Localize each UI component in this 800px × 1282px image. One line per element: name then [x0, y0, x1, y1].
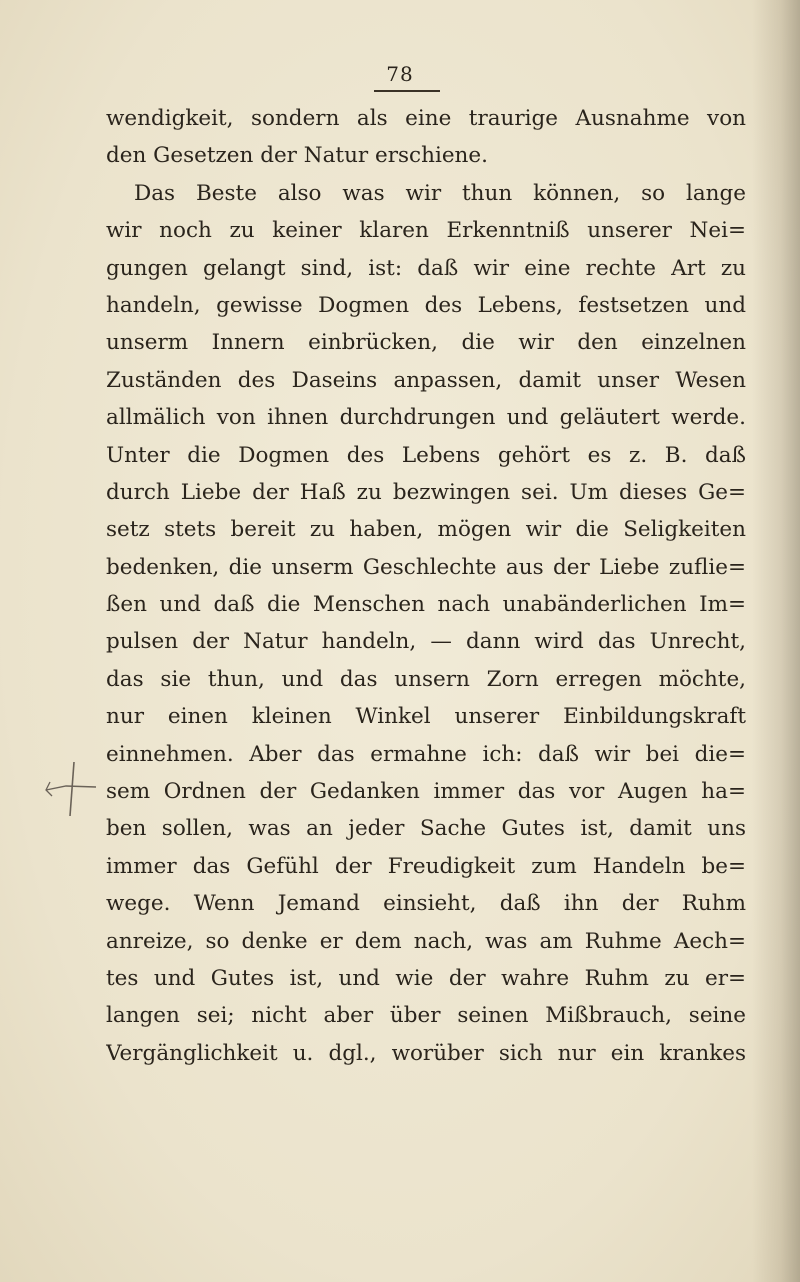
text-line: anreize, so denke er dem nach, was am Ruhme Aech=	[106, 928, 746, 954]
text-line: Unter die Dogmen des Lebens gehört es z. B. daß	[106, 442, 746, 468]
text-line: gungen gelangt sind, ist: daß wir eine rechte Art zu	[106, 255, 746, 281]
margin-pencil-mark	[44, 756, 100, 826]
text-line: setz stets bereit zu haben, mögen wir die Seligkeiten	[106, 517, 746, 543]
text-line: tes und Gutes ist, und wie der wahre Ruhm zu er=	[106, 965, 746, 991]
text-line: nur einen kleinen Winkel unserer Einbildungskraft	[106, 704, 746, 730]
text-line: handeln, gewisse Dogmen des Lebens, festsetzen und	[106, 292, 746, 318]
body-text	[106, 100, 746, 1072]
page-number: 78	[386, 62, 414, 86]
text-line: bedenken, die unserm Geschlechte aus der Liebe zuflie=	[106, 554, 746, 580]
text-line: das sie thun, und das unsern Zorn erregen möchte,	[106, 666, 746, 692]
text-line: sem Ordnen der Gedanken immer das vor Augen ha=	[106, 779, 746, 805]
text-line: den Gesetzen der Natur erschiene.	[106, 143, 488, 169]
text-line: Vergänglichkeit u. dgl., worüber sich nur ein krankes	[106, 1040, 746, 1066]
text-line: wir noch zu keiner klaren Erkenntniß unserer Nei=	[106, 218, 746, 244]
text-line: unserm Innern einbrücken, die wir den einzelnen	[106, 330, 746, 356]
text-line: ben sollen, was an jeder Sache Gutes ist, damit uns	[106, 816, 746, 842]
page-edge-shadow	[752, 0, 800, 1282]
text-line: Das Beste also was wir thun können, so lange	[134, 180, 746, 206]
text-line: wendigkeit, sondern als eine traurige Ausnahme von	[106, 106, 746, 131]
text-line: pulsen der Natur handeln, — dann wird das Unrecht,	[106, 629, 746, 655]
text-line: wege. Wenn Jemand einsieht, daß ihn der Ruhm	[106, 891, 746, 917]
text-line: ßen und daß die Menschen nach unabänderlichen Im=	[106, 592, 746, 618]
text-line: langen sei; nicht aber über seinen Mißbrauch, seine	[106, 1003, 746, 1029]
text-line: durch Liebe der Haß zu bezwingen sei. Um dieses Ge=	[106, 479, 746, 505]
text-line: einnehmen. Aber das ermahne ich: daß wir bei die=	[106, 741, 746, 767]
page-number-underline	[374, 90, 440, 92]
text-line: immer das Gefühl der Freudigkeit zum Handeln be=	[106, 853, 746, 879]
text-line: Zuständen des Daseins anpassen, damit unser Wesen	[106, 367, 746, 393]
text-line: allmälich von ihnen durchdrungen und geläutert werde.	[106, 405, 746, 431]
